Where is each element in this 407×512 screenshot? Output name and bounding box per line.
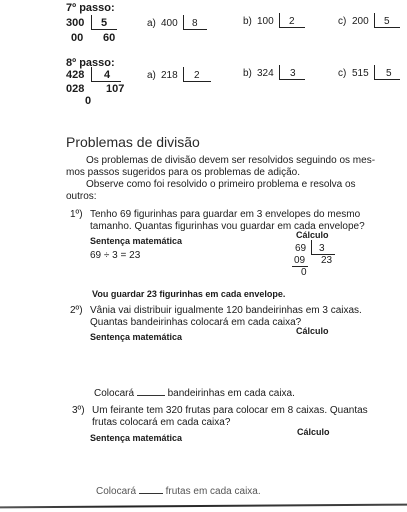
p3-text-line-2: frutas colocará em cada caixa? — [92, 417, 231, 428]
page-edge-line — [0, 504, 407, 509]
step8-ex-a-label: a) — [147, 70, 156, 81]
p2-calc-label: Cálculo — [296, 326, 329, 336]
step7-ex-c-bar — [374, 13, 375, 27]
step7-ex-c-divisor: 5 — [384, 16, 390, 27]
p1-calc-remainder: 0 — [301, 267, 307, 278]
p2-text-line-2: Quantas bandeirinhas colocará em cada caixa? — [90, 317, 302, 328]
p1-answer: Vou guardar 23 figurinhas em cada envelope. — [92, 289, 286, 299]
step7-ex-b-underline — [279, 27, 305, 28]
step7-ex-b-bar — [279, 13, 280, 27]
step8-ex-a-bar — [183, 67, 184, 81]
p1-sentence: 69 ÷ 3 = 23 — [90, 250, 141, 261]
step7-division-bar — [91, 15, 92, 29]
p3-number: 3º) — [72, 405, 85, 416]
step8-ex-a-divisor: 2 — [194, 70, 200, 81]
step7-ex-b-label: b) — [243, 16, 252, 27]
step8-label: 8º passo: — [66, 57, 115, 69]
step8-dividend: 428 — [66, 69, 85, 81]
step7-ex-a-divisor: 8 — [192, 18, 198, 29]
step7-ex-a-underline — [183, 29, 207, 30]
step7-ex-c-underline — [374, 27, 400, 28]
p1-text-line-1: Tenho 69 figurinhas para guardar em 3 envelopes do mesmo — [90, 209, 361, 220]
p2-number: 2º) — [70, 305, 83, 316]
step8-ex-a-dividend: 218 — [161, 70, 178, 81]
step8-divisor: 4 — [104, 69, 111, 81]
step8-division-bar — [91, 67, 92, 81]
step8-ex-c-label: c) — [338, 68, 347, 79]
step7-label: 7º passo: — [66, 2, 115, 14]
p2-answer-prefix: Colocará — [94, 388, 135, 399]
intro-line-3: Observe como foi resolvido o primeiro problema e resolva os — [86, 179, 356, 190]
step8-partial: 028 — [66, 83, 85, 95]
step7-quotient: 60 — [103, 32, 116, 44]
p2-answer-suffix: bandeirinhas em cada caixa. — [167, 388, 295, 399]
step8-division-underline — [91, 81, 121, 82]
p1-calc-bar — [311, 240, 312, 254]
p2-answer-blank[interactable] — [137, 386, 165, 396]
p1-sentence-label: Sentença matemática — [90, 236, 183, 246]
step8-ex-c-dividend: 515 — [352, 68, 369, 79]
step8-ex-b-label: b) — [243, 68, 252, 79]
p3-answer — [96, 484, 261, 497]
p2-text-line-1: Vânia vai distribuir igualmente 120 bandeirinhas em 3 caixas. — [90, 305, 362, 316]
p3-answer-prefix: Colocará — [96, 486, 137, 497]
step8-ex-b-underline — [279, 79, 305, 80]
step8-ex-b-bar — [279, 65, 280, 79]
p1-calc-divisor: 3 — [319, 243, 325, 254]
p2-answer — [94, 386, 295, 399]
p1-number: 1º) — [70, 209, 83, 220]
step7-remainder: 00 — [71, 32, 84, 44]
intro-line-4: outros: — [66, 191, 97, 202]
p3-answer-suffix: frutas em cada caixa. — [165, 486, 261, 497]
step7-dividend: 300 — [66, 17, 85, 29]
p1-calc-label: Cálculo — [296, 230, 329, 240]
step7-ex-a-dividend: 400 — [161, 18, 178, 29]
p1-text-line-2: tamanho. Quantas figurinhas vou guardar em cada envelope? — [90, 221, 365, 232]
p1-calc-quotient: 23 — [321, 255, 333, 266]
step7-ex-a-label: a) — [147, 18, 156, 29]
step8-remainder: 0 — [85, 95, 92, 107]
p3-sentence-label: Sentença matemática — [90, 433, 183, 443]
p3-answer-blank[interactable] — [139, 484, 163, 494]
p2-sentence-label: Sentença matemática — [90, 332, 183, 342]
step8-quotient: 107 — [106, 83, 125, 95]
intro-line-2: mos passos sugeridos para os problemas de adição. — [66, 167, 301, 178]
p1-calc-dividend: 69 — [295, 243, 307, 254]
step7-divisor: 5 — [101, 17, 108, 29]
p1-calc-partial: 09 — [294, 255, 306, 266]
step7-ex-c-dividend: 200 — [352, 16, 369, 27]
step8-ex-b-divisor: 3 — [290, 68, 296, 79]
p3-text-line-1: Um feirante tem 320 frutas para colocar em 8 caixas. Quantas — [92, 405, 368, 416]
step8-ex-c-underline — [374, 79, 400, 80]
section-title: Problemas de divisão — [66, 134, 200, 150]
step8-ex-a-underline — [183, 81, 211, 82]
step7-ex-c-label: c) — [338, 16, 347, 27]
step8-ex-b-dividend: 324 — [257, 68, 274, 79]
p3-calc-label: Cálculo — [297, 427, 330, 437]
step8-ex-c-divisor: 5 — [386, 68, 392, 79]
step7-division-underline — [91, 29, 117, 30]
intro-line-1: Os problemas de divisão devem ser resolvidos seguindo os mes- — [86, 155, 376, 166]
step7-ex-b-divisor: 2 — [289, 16, 295, 27]
step8-ex-c-bar — [374, 65, 375, 79]
step7-ex-b-dividend: 100 — [257, 16, 274, 27]
step7-ex-a-bar — [183, 15, 184, 29]
